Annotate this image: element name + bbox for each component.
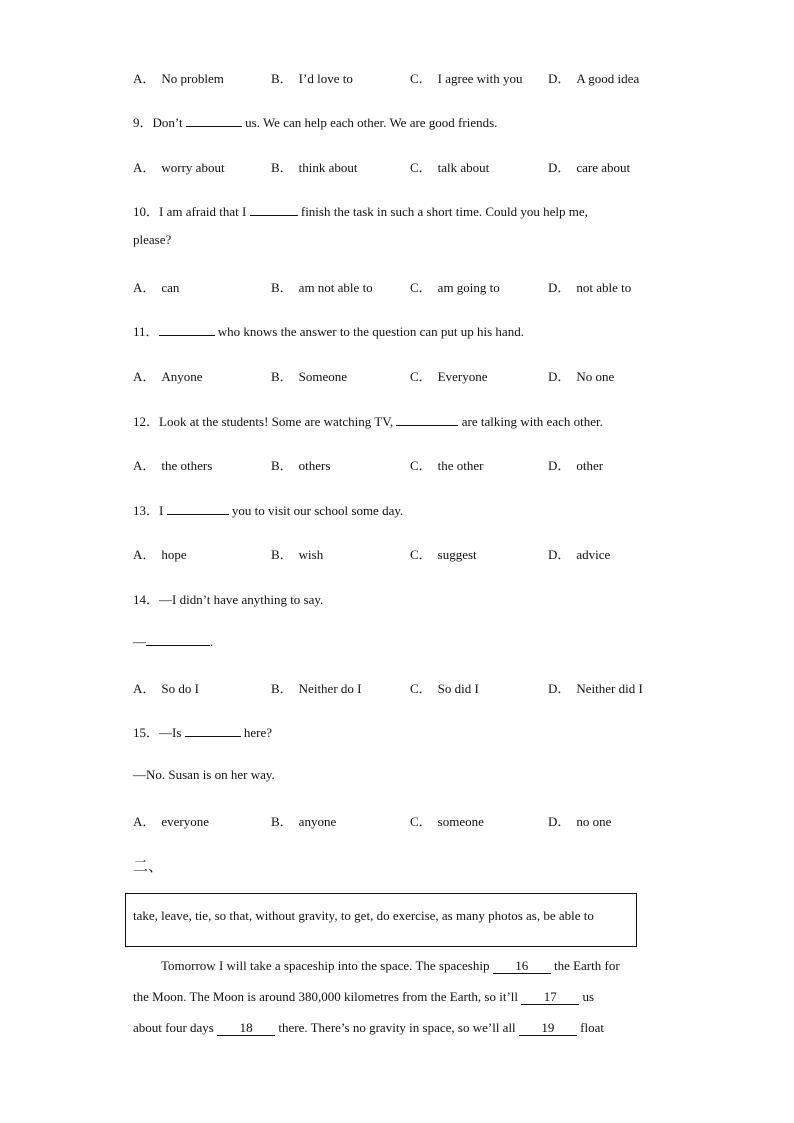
answer-blank <box>186 115 242 127</box>
q12-option-b: B． others <box>271 458 331 473</box>
q15-option-a: A． everyone <box>133 814 210 829</box>
q15-reply: —No. Susan is on her way. <box>133 767 275 782</box>
q11-option-b: B． Someone <box>271 369 348 384</box>
passage-line-1: Tomorrow I will take a spaceship into the space. The spaceship 16 the Earth for <box>161 958 620 973</box>
section-heading: 二、 <box>133 857 164 875</box>
blank-18[interactable]: 18 <box>217 1021 275 1036</box>
q13-option-a: A． hope <box>133 547 187 562</box>
q10-option-b: B． am not able to <box>271 280 373 295</box>
answer-blank <box>159 324 215 336</box>
q14-option-c: C． So did I <box>410 681 479 696</box>
q9-option-c: C． talk about <box>410 160 490 175</box>
q12-option-d: D． other <box>548 458 604 473</box>
q15-stem: 15．—Is here? <box>133 725 273 740</box>
q14-option-b: B． Neither do I <box>271 681 362 696</box>
q13-option-b: B． wish <box>271 547 324 562</box>
q14-option-d: D． Neither did I <box>548 681 643 696</box>
q8-option-b: B． I’d love to <box>271 71 353 86</box>
answer-blank <box>396 414 458 426</box>
q14-reply: — . <box>133 634 214 649</box>
q8-option-d: D． A good idea <box>548 71 640 86</box>
blank-17[interactable]: 17 <box>521 990 579 1005</box>
q15-option-d: D． no one <box>548 814 612 829</box>
q10-option-a: A． can <box>133 280 180 295</box>
answer-blank <box>185 725 241 737</box>
q8-option-c: C． I agree with you <box>410 71 523 86</box>
q9-option-a: A． worry about <box>133 160 225 175</box>
q9-stem: 9．Don’t us. We can help each other. We are good friends. <box>133 115 498 130</box>
q11-option-a: A． Anyone <box>133 369 203 384</box>
blank-19[interactable]: 19 <box>519 1021 577 1036</box>
q13-option-d: D． advice <box>548 547 611 562</box>
q12-option-a: A． the others <box>133 458 213 473</box>
q9-option-d: D． care about <box>548 160 631 175</box>
q15-option-c: C． someone <box>410 814 484 829</box>
word-bank-box <box>125 893 637 947</box>
passage-line-2: the Moon. The Moon is around 380,000 kilometres from the Earth, so it’ll 17 us <box>133 989 595 1004</box>
answer-blank <box>167 503 229 515</box>
q10-option-c: C． am going to <box>410 280 500 295</box>
word-bank-text: take, leave, tie, so that, without gravity, to get, do exercise, as many photos as, be able to <box>133 908 594 923</box>
q11-option-c: C． Everyone <box>410 369 488 384</box>
answer-blank <box>146 634 210 646</box>
q12-stem: 12．Look at the students! Some are watching TV, are talking with each other. <box>133 414 603 429</box>
q10-option-d: D． not able to <box>548 280 632 295</box>
q13-stem: 13．I you to visit our school some day. <box>133 503 404 518</box>
q15-option-b: B． anyone <box>271 814 337 829</box>
q10-stem-line2: please? <box>133 232 172 247</box>
answer-blank <box>250 204 298 216</box>
passage-line-3: about four days 18 there. There’s no gravity in space, so we’ll all 19 float <box>133 1020 604 1035</box>
q12-option-c: C． the other <box>410 458 484 473</box>
q10-stem: 10．I am afraid that I finish the task in such a short time. Could you help me, <box>133 204 588 219</box>
blank-16[interactable]: 16 <box>493 959 551 974</box>
q14-option-a: A． So do I <box>133 681 199 696</box>
q14-stem: 14．—I didn’t have anything to say. <box>133 592 324 607</box>
q9-option-b: B． think about <box>271 160 358 175</box>
q8-option-a: A． No problem <box>133 71 224 86</box>
q13-option-c: C． suggest <box>410 547 477 562</box>
q11-option-d: D． No one <box>548 369 615 384</box>
q11-stem: 11． who knows the answer to the question can put up his hand. <box>133 324 524 339</box>
